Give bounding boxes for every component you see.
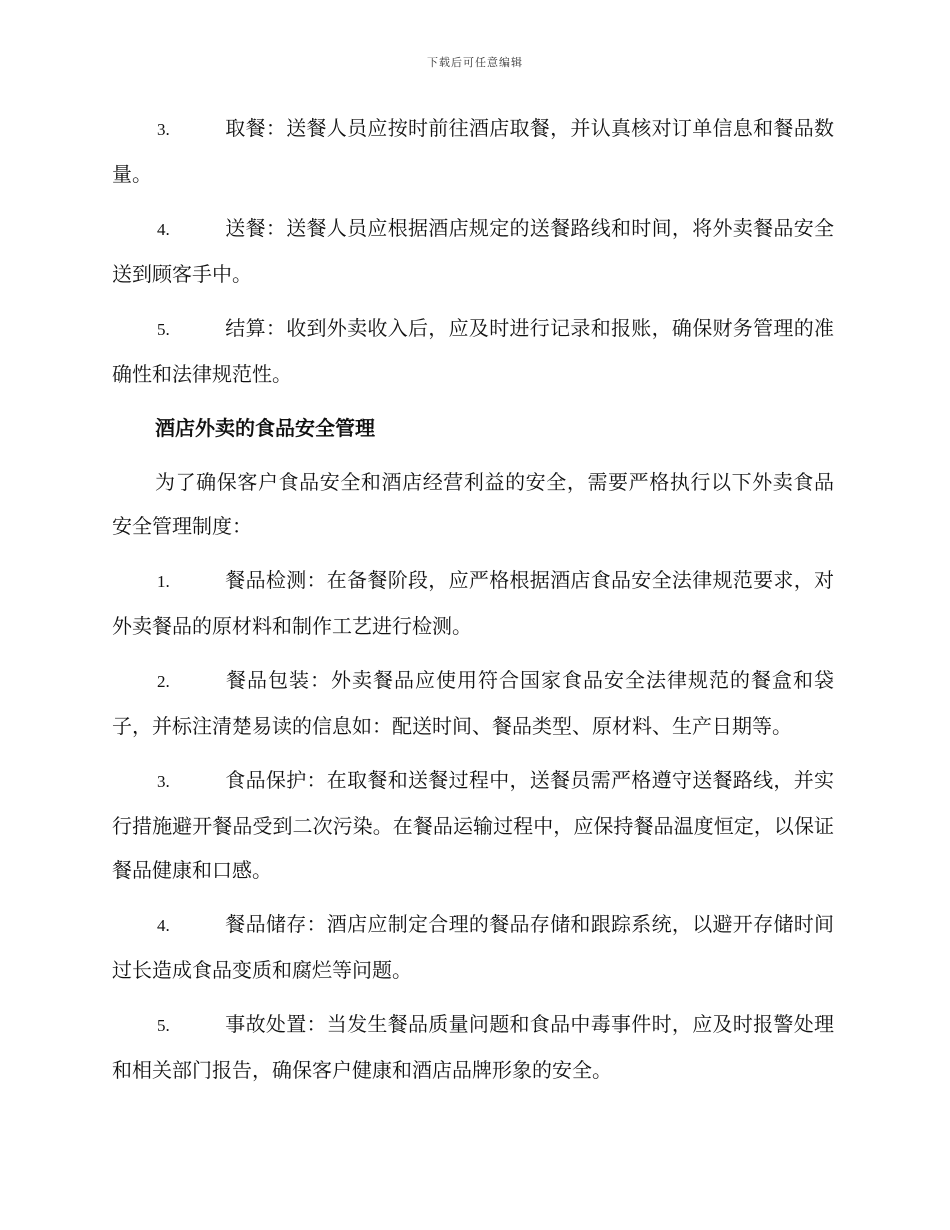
list-item-text: 取餐：送餐人员应按时前往酒店取餐，并认真核对订单信息和餐品数量。 — [112, 116, 834, 186]
section-heading: 酒店外卖的食品安全管理 — [155, 416, 375, 440]
list-item-text: 餐品检测：在备餐阶段，应严格根据酒店食品安全法律规范要求，对外卖餐品的原材料和制作工艺进行检测。 — [112, 568, 834, 638]
list-item-number: 1. — [157, 572, 170, 591]
list-item-number: 2. — [157, 672, 170, 691]
list-item-text: 餐品储存：酒店应制定合理的餐品存储和跟踪系统，以避开存储时间过长造成食品变质和腐烂等问题。 — [112, 912, 834, 982]
section-intro: 为了确保客户食品安全和酒店经营利益的安全，需要严格执行以下外卖食品安全管理制度： — [112, 470, 834, 538]
list-item — [112, 758, 834, 892]
list-item — [112, 558, 834, 648]
list-item-number: 3. — [157, 120, 170, 139]
list-item — [112, 306, 834, 396]
list-item-number: 5. — [157, 320, 170, 339]
list-item — [112, 658, 834, 748]
page-header: 下载后可任意编辑 — [427, 56, 523, 69]
list-item-text: 事故处置：当发生餐品质量问题和食品中毒事件时，应及时报警处理和相关部门报告，确保客户健康和酒店品牌形象的安全。 — [112, 1012, 834, 1082]
list-item-number: 4. — [157, 916, 170, 935]
list-item-number: 5. — [157, 1016, 170, 1035]
list-item-text: 送餐：送餐人员应根据酒店规定的送餐路线和时间，将外卖餐品安全送到顾客手中。 — [112, 216, 834, 286]
list-item — [112, 902, 834, 992]
list-item-number: 3. — [157, 772, 170, 791]
list-item-text: 餐品包装：外卖餐品应使用符合国家食品安全法律规范的餐盒和袋子，并标注清楚易读的信息如：配送时间、餐品类型、原材料、生产日期等。 — [112, 668, 834, 738]
list-item-text: 结算：收到外卖收入后，应及时进行记录和报账，确保财务管理的准确性和法律规范性。 — [112, 316, 834, 386]
list-item — [112, 206, 834, 296]
list-item — [112, 106, 834, 196]
list-item-text: 食品保护：在取餐和送餐过程中，送餐员需严格遵守送餐路线，并实行措施避开餐品受到二次污染。在餐品运输过程中，应保持餐品温度恒定，以保证餐品健康和口感。 — [112, 768, 834, 882]
list-item-number: 4. — [157, 220, 170, 239]
list-item — [112, 1002, 834, 1092]
document-body — [112, 106, 834, 1102]
